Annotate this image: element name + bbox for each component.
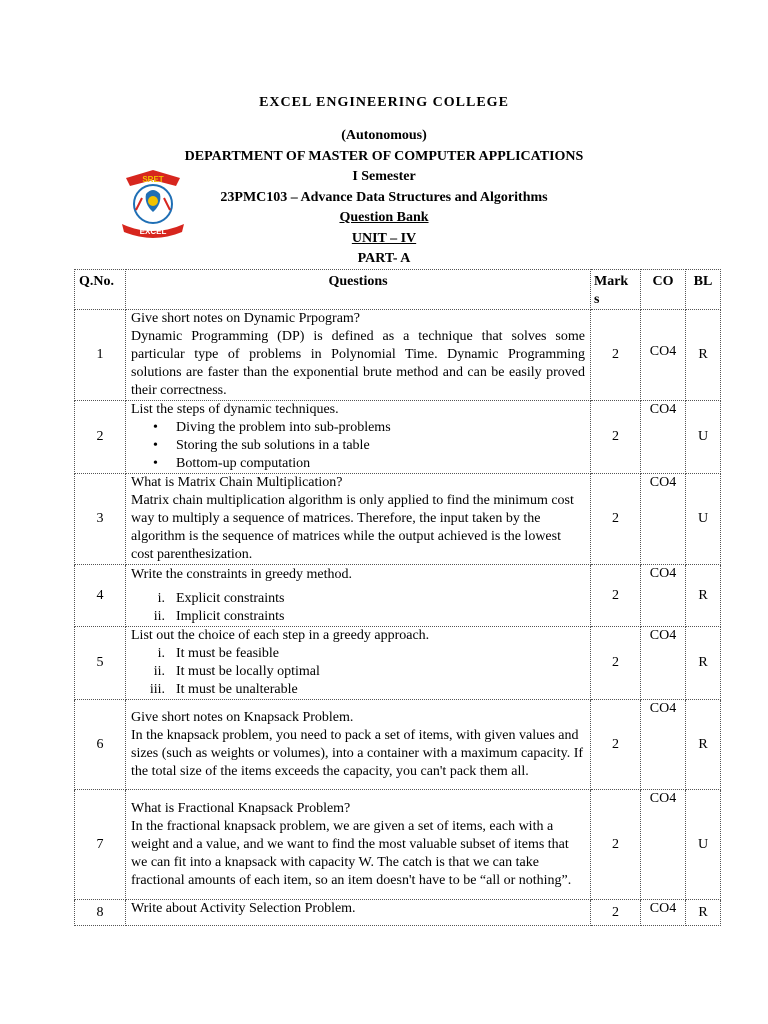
co-cell: CO4: [641, 790, 686, 900]
qno-cell: 8: [75, 900, 126, 926]
header-qno: Q.No.: [75, 270, 126, 310]
college-logo: [118, 168, 188, 240]
list-numeral: iii.: [149, 682, 165, 697]
semester-label: I Semester: [352, 169, 416, 184]
table-header-row: [75, 270, 721, 310]
table-row: [75, 310, 721, 401]
table-row: [75, 627, 721, 700]
list-numeral: ii.: [153, 608, 165, 624]
co-cell: CO4: [641, 700, 686, 790]
table-row: [75, 700, 721, 790]
question-answer: In the fractional knapsack problem, we are given a set of items, each with a weight and a value, and we want to find the most valuable subset of items that we can fit into a knapsack with capacity W. The catch is that we can take fractional amounts of each item, so an item doesn't have to be “all or nothing”.: [131, 818, 572, 888]
bl-cell: R: [686, 900, 721, 926]
course-title: 23PMC103 – Advance Data Structures and Algorithms: [220, 190, 548, 205]
question-bank-table: [74, 269, 721, 926]
department-name: DEPARTMENT OF MASTER OF COMPUTER APPLICATIONS: [184, 149, 584, 164]
list-item-text: Explicit constraints: [176, 590, 285, 606]
part-label: PART- A: [357, 251, 411, 266]
question-title: Write about Activity Selection Problem.: [131, 901, 356, 916]
list-numeral: i.: [157, 646, 165, 661]
list-item: [131, 663, 585, 681]
question-cell: [126, 790, 591, 900]
logo-bottom-text: EXCEL: [139, 227, 167, 236]
question-title: Give short notes on Knapsack Problem.: [131, 709, 354, 725]
enumerated-list: [131, 645, 585, 699]
bl-cell: U: [686, 401, 721, 474]
question-answer: Matrix chain multiplication algorithm is only applied to find the minimum cost way to multiply a sequence of matrices. Therefore, the input taken by the algorithm is the sequence of matrices while the output achieved is the lowest cost parenthesization.: [131, 493, 574, 562]
list-item: [131, 590, 585, 608]
qno-cell: 3: [75, 474, 126, 565]
header-marks-line2: s: [594, 292, 600, 307]
doc-type-text: Question Bank: [339, 210, 429, 225]
question-cell: [126, 565, 591, 627]
bl-cell: U: [686, 474, 721, 565]
bl-cell: R: [686, 700, 721, 790]
list-item: [131, 681, 585, 699]
marks-cell: 2: [591, 790, 641, 900]
autonomous-label: (Autonomous): [341, 128, 427, 143]
bl-cell: R: [686, 565, 721, 627]
table-row: [75, 401, 721, 474]
enumerated-list: [131, 590, 585, 626]
qno-cell: 4: [75, 565, 126, 627]
co-cell: CO4: [641, 900, 686, 926]
unit-label: [0, 230, 768, 248]
table-row: [75, 565, 721, 627]
question-cell: [126, 627, 591, 700]
header-co: CO: [641, 270, 686, 310]
co-cell: CO4: [641, 565, 686, 627]
list-item-text: It must be locally optimal: [176, 664, 320, 679]
question-cell: [126, 474, 591, 565]
co-cell: CO4: [641, 627, 686, 700]
qno-cell: 7: [75, 790, 126, 900]
question-title: What is Fractional Knapsack Problem?: [131, 800, 351, 816]
question-title: List the steps of dynamic techniques.: [131, 402, 339, 417]
marks-cell: 2: [591, 900, 641, 926]
list-item-text: It must be unalterable: [176, 682, 298, 697]
bullet-list: [131, 419, 585, 473]
question-answer: In the knapsack problem, you need to pack a set of items, with given values and sizes (such as weights or volumes), into a container with a maximum capacity. If the total size of the items exceeds the capacity, you can't pack them all.: [131, 727, 584, 779]
logo-emblem-center: [148, 196, 158, 206]
marks-cell: 2: [591, 310, 641, 401]
marks-cell: 2: [591, 700, 641, 790]
bl-cell: R: [686, 310, 721, 401]
list-item-text: Implicit constraints: [176, 608, 285, 624]
qno-cell: 2: [75, 401, 126, 474]
question-cell: [126, 401, 591, 474]
co-cell: CO4: [641, 401, 686, 474]
question-title: Write the constraints in greedy method.: [131, 566, 353, 582]
list-numeral: ii.: [153, 664, 165, 679]
qno-cell: 5: [75, 627, 126, 700]
question-title: Give short notes on Dynamic Prpogram?: [131, 311, 361, 326]
list-item: [131, 608, 585, 626]
bl-cell: U: [686, 790, 721, 900]
question-cell: [126, 310, 591, 401]
qno-cell: 1: [75, 310, 126, 401]
header-marks-line1: Mark: [594, 274, 629, 289]
doc-type: [0, 209, 768, 227]
question-answer: Dynamic Programming (DP) is defined as a technique that solves some particular type of problems in Polynomial Time. Dynamic Programming solutions are faster than the exponential brute method and can be easily proved their correctness.: [131, 329, 585, 398]
question-cell: [126, 900, 591, 926]
marks-cell: 2: [591, 474, 641, 565]
question-cell: [126, 700, 591, 790]
list-item: [131, 645, 585, 663]
logo-top-text: SRET: [142, 175, 164, 184]
question-title: List out the choice of each step in a greedy approach.: [131, 628, 430, 643]
list-item: • Diving the problem into sub-problems: [131, 419, 585, 437]
co-cell: CO4: [641, 310, 686, 401]
bl-cell: R: [686, 627, 721, 700]
list-item: • Storing the sub solutions in a table: [131, 437, 585, 455]
header-bl: BL: [686, 270, 721, 310]
list-item-text: It must be feasible: [176, 646, 280, 661]
qno-cell: 6: [75, 700, 126, 790]
table-row: [75, 900, 721, 926]
table-row: [75, 474, 721, 565]
list-item: • Bottom-up computation: [131, 455, 585, 473]
co-cell: CO4: [641, 474, 686, 565]
list-numeral: i.: [157, 590, 165, 606]
question-title: What is Matrix Chain Multiplication?: [131, 475, 343, 490]
header-marks: [591, 270, 641, 310]
marks-cell: 2: [591, 565, 641, 627]
header-questions: Questions: [126, 270, 591, 310]
college-name: EXCEL ENGINEERING COLLEGE: [259, 95, 509, 110]
table-row: [75, 790, 721, 900]
marks-cell: 2: [591, 401, 641, 474]
marks-cell: 2: [591, 627, 641, 700]
unit-text: UNIT – IV: [351, 231, 417, 246]
